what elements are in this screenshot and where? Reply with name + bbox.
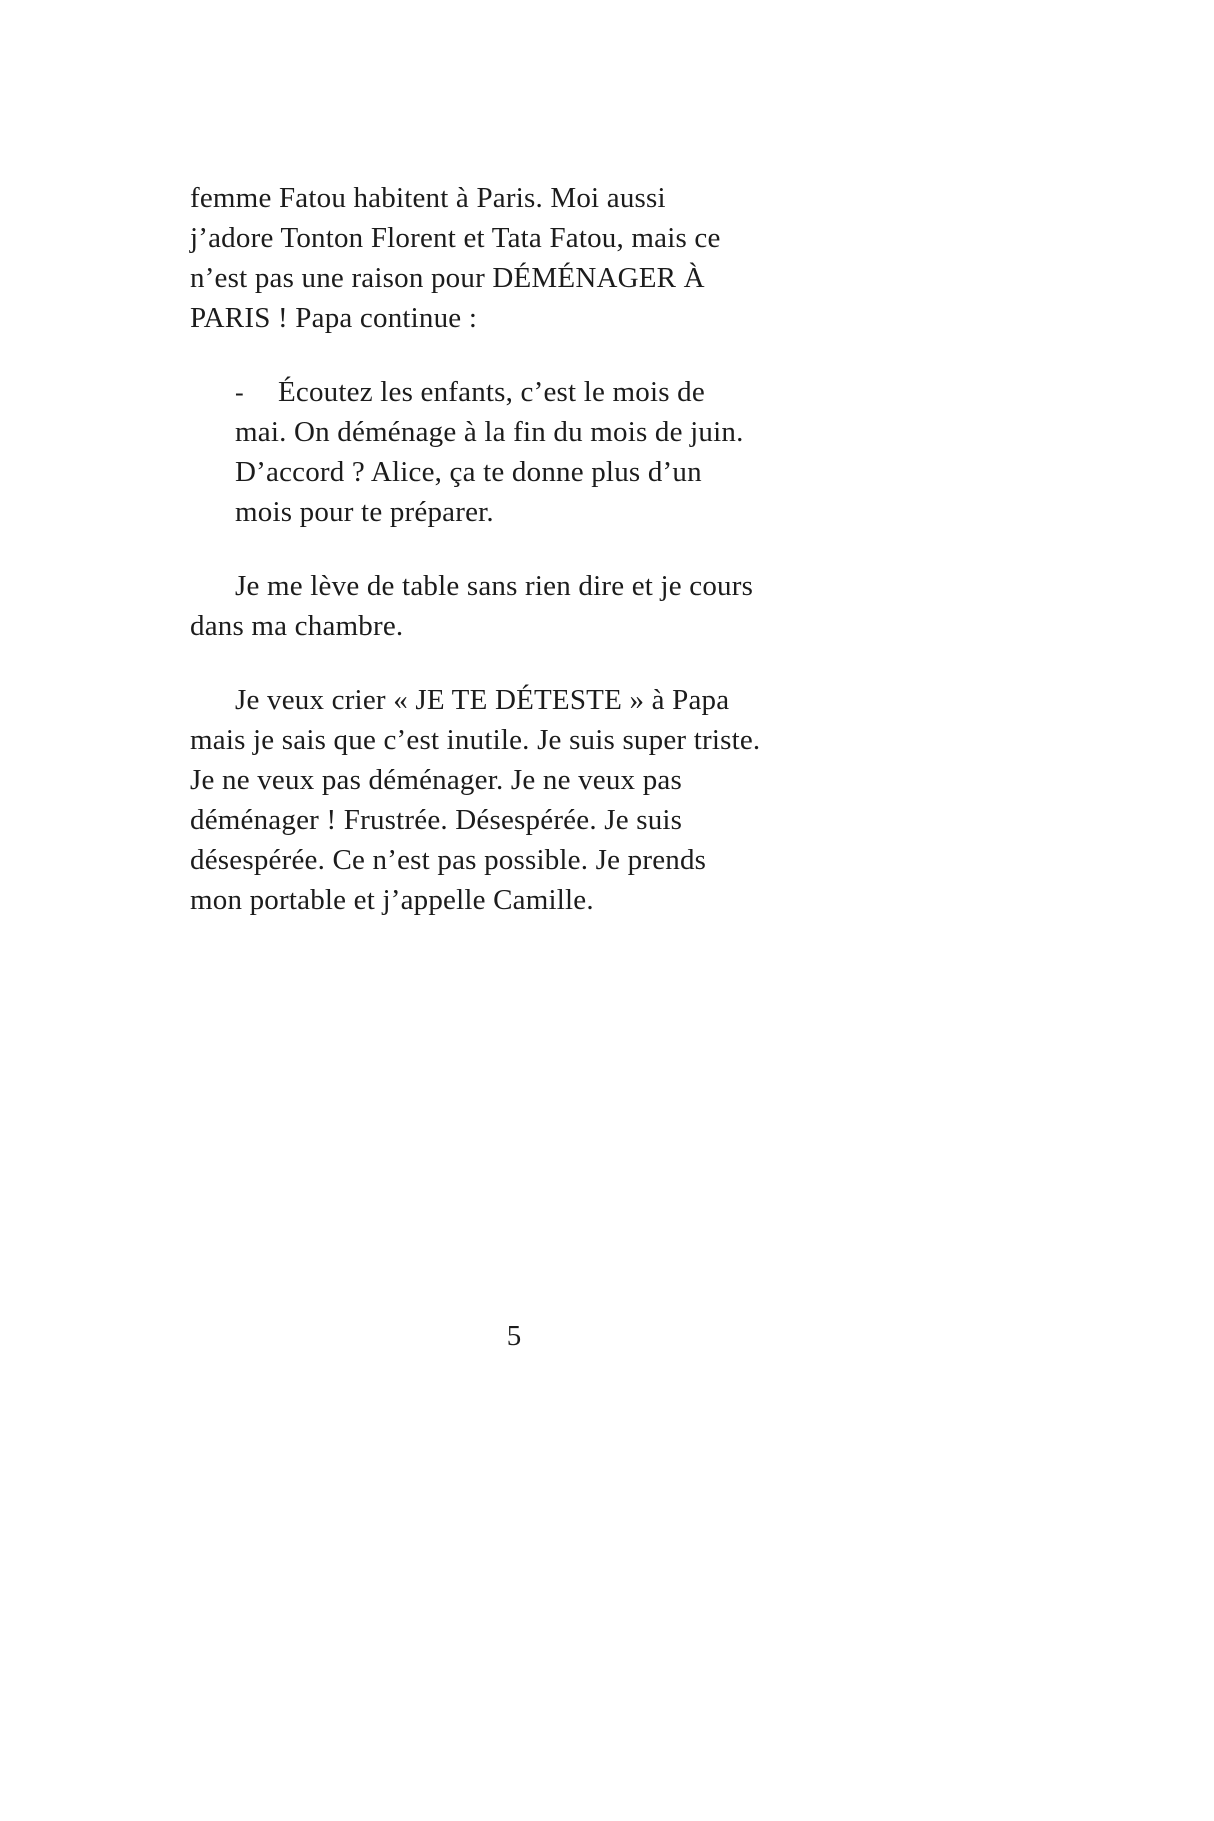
text-line: n’est pas une raison pour DÉMÉNAGER À [190,262,705,294]
text-line: D’accord ? Alice, ça te donne plus d’un [235,456,702,488]
text-line: j’adore Tonton Florent et Tata Fatou, mais ce [190,222,721,254]
text-line: mois pour te préparer. [235,496,494,528]
text-line: mai. On déménage à la fin du mois de juin. [235,416,744,448]
text-line: Je veux crier « JE TE DÉTESTE » à Papa [235,684,730,716]
text-line [235,372,838,412]
paragraph [190,680,838,920]
text-line: désespérée. Ce n’est pas possible. Je prends [190,844,707,876]
text-line: Je ne veux pas déménager. Je ne veux pas [190,764,682,796]
paragraph [190,566,838,646]
text-line: PARIS ! Papa continue : [190,302,478,334]
dialogue-dash: - [235,378,244,407]
text-line: mais je sais que c’est inutile. Je suis super triste. [190,724,761,756]
text-line: mon portable et j’appelle Camille. [190,884,594,916]
page-number: 5 [506,1320,522,1352]
text-line: dans ma chambre. [190,610,404,642]
text-line: Je me lève de table sans rien dire et je cours [235,570,754,602]
text-line: femme Fatou habitent à Paris. Moi aussi [190,182,666,214]
paragraph-continued [190,178,838,338]
text-line: déménager ! Frustrée. Désespérée. Je suis [190,804,683,836]
text-column [190,178,838,920]
dialogue-paragraph [235,372,838,532]
dialogue-text: Écoutez les enfants, c’est le mois de [278,376,705,408]
